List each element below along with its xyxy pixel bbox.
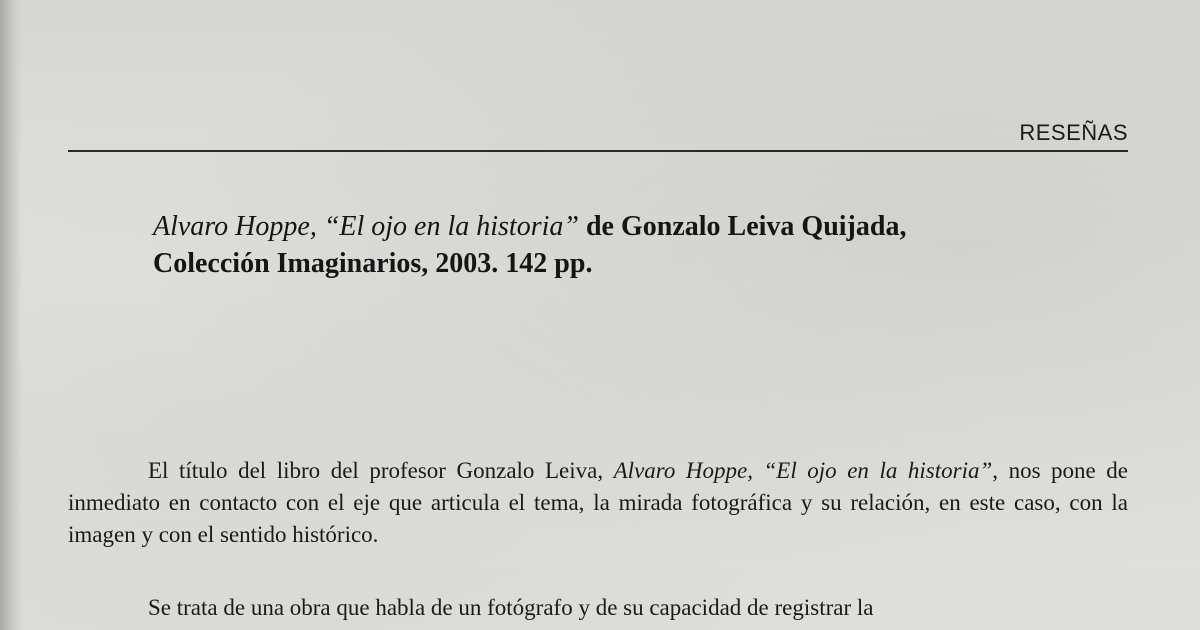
page-header [68,118,1128,152]
paragraph-1-italic-title: Alvaro Hoppe, “El ojo en la historia” [613,458,993,483]
paragraph-2 [68,592,1128,624]
paragraph-1 [68,455,1128,551]
title-line-2: Colección Imaginarios, 2003. 142 pp. [153,248,593,279]
section-label: RESEÑAS [1019,120,1128,145]
paragraph-2-start: Se trata de una obra que habla de un fotógrafo y de su capacidad de registrar la [148,595,874,620]
title-line-1 [153,208,1113,245]
title-author: de Gonzalo Leiva Quijada, [578,211,907,242]
page-edge-shadow [0,0,22,630]
paragraph-1-start: El título del libro del profesor Gonzalo Leiva, [148,458,614,483]
paragraph-1-rest: nos pone de inmediato en contacto con el eje que articula el tema, la mirada fotográfica y su relación, en este caso, con la imagen y con el sentido histórico. [68,458,1129,547]
review-title [153,208,1113,282]
header-rule [68,150,1128,152]
book-title-italic: Alvaro Hoppe, “El ojo en la historia” [153,211,579,242]
paragraph-1-comma: , [992,458,999,483]
